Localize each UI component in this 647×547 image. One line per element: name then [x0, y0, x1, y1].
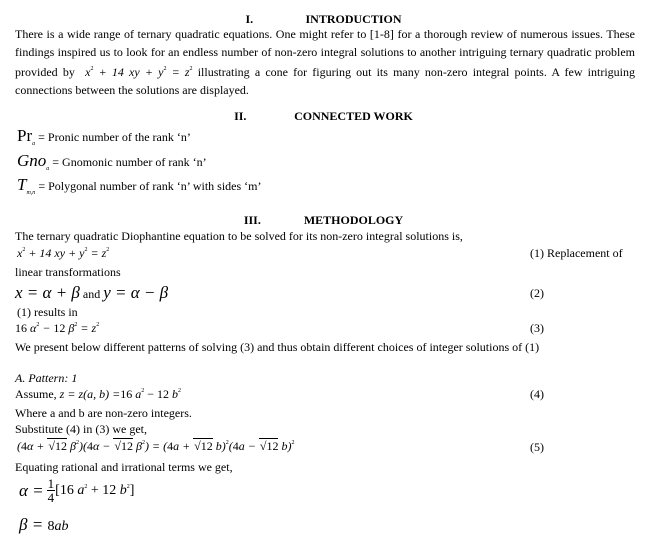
inline-equation: $x^2 + 14$ xy + $y^2 = z^2$: [85, 65, 193, 79]
pattern-heading: A. Pattern: 1: [15, 371, 78, 385]
beta-equation: β = 8ab: [19, 515, 69, 534]
equation-3-tag: (3): [530, 321, 544, 335]
section-heading-introduction: [0, 13, 647, 25]
equation-4-tag: (4): [530, 387, 544, 401]
methodology-line1: The ternary quadratic Diophantine equation to be solved for its non-zero integral solutions is,: [15, 229, 463, 243]
equation-1: $x^2 + 14$ xy + $y^2 = z^2$: [17, 246, 110, 260]
equating-line: Equating rational and irrational terms we get,: [15, 460, 233, 474]
equation-2-tag: (2): [530, 286, 544, 300]
methodology-line2: linear transformations: [15, 265, 121, 279]
equation-5-tag: (5): [530, 440, 544, 454]
equation-5: (4α + √12 $\beta^2)(4\alpha - √12$ $\beta^2) = (4a + √12$ b)$^2$(4a − √12 b)$^2$: [17, 439, 295, 453]
equation-2: x = α + β and y = α − β: [15, 283, 169, 302]
equation-1-tag: (1) Replacement of: [530, 246, 623, 260]
section-heading-connected-work: [0, 110, 647, 122]
equation-3: 16 $\alpha^2 - 12$ $\beta^2 = z^2$: [15, 321, 100, 335]
section-number: I.: [245, 12, 254, 26]
section-title: CONNECTED WORK: [294, 109, 413, 123]
section-number: II.: [234, 109, 247, 123]
substitute-line: Substitute (4) in (3) we get,: [15, 422, 147, 436]
methodology-line3: (1) results in: [17, 305, 78, 319]
assume-line: Assume, z = z(a, b) =16 $a^2 - 12$ $b^2$: [15, 387, 181, 401]
intro-paragraph: There is a wide range of ternary quadratic equations. One might refer to [1-8] for a thorough review of numerous issues. These findings inspired us to look for an endless number of non-zero integral solutions to another intriguing ternary quadratic problem provided by $x^2 + 14$ xy + $y^2 = z^2$ illustrating a cone for figuring out its many non-zero integral points. A few intriguing connections between the solutions are displayed.: [15, 27, 635, 97]
alpha-equation: α = $\frac{1}{4}$ [16 $a^2 + 12$ $b^2$]: [19, 476, 135, 505]
methodology-line4: We present below different patterns of solving (3) and thus obtain different choices of integer solutions of (1): [15, 340, 540, 354]
definition-gnomonic: Gno$_a$ = Gnomonic number of rank ‘n’: [17, 151, 207, 172]
section-title: INTRODUCTION: [305, 12, 402, 26]
definition-polygonal: $T_{m,n}$ = Polygonal number of rank ‘n’ with sides ‘m’: [17, 175, 262, 196]
section-title: METHODOLOGY: [303, 213, 404, 227]
definition-pronic: $Pr_a$ = Pronic number of the rank ‘n’: [17, 126, 191, 147]
section-number: III.: [243, 213, 261, 227]
section-heading-methodology: [0, 214, 647, 226]
where-line: Where a and b are non-zero integers.: [15, 406, 192, 420]
